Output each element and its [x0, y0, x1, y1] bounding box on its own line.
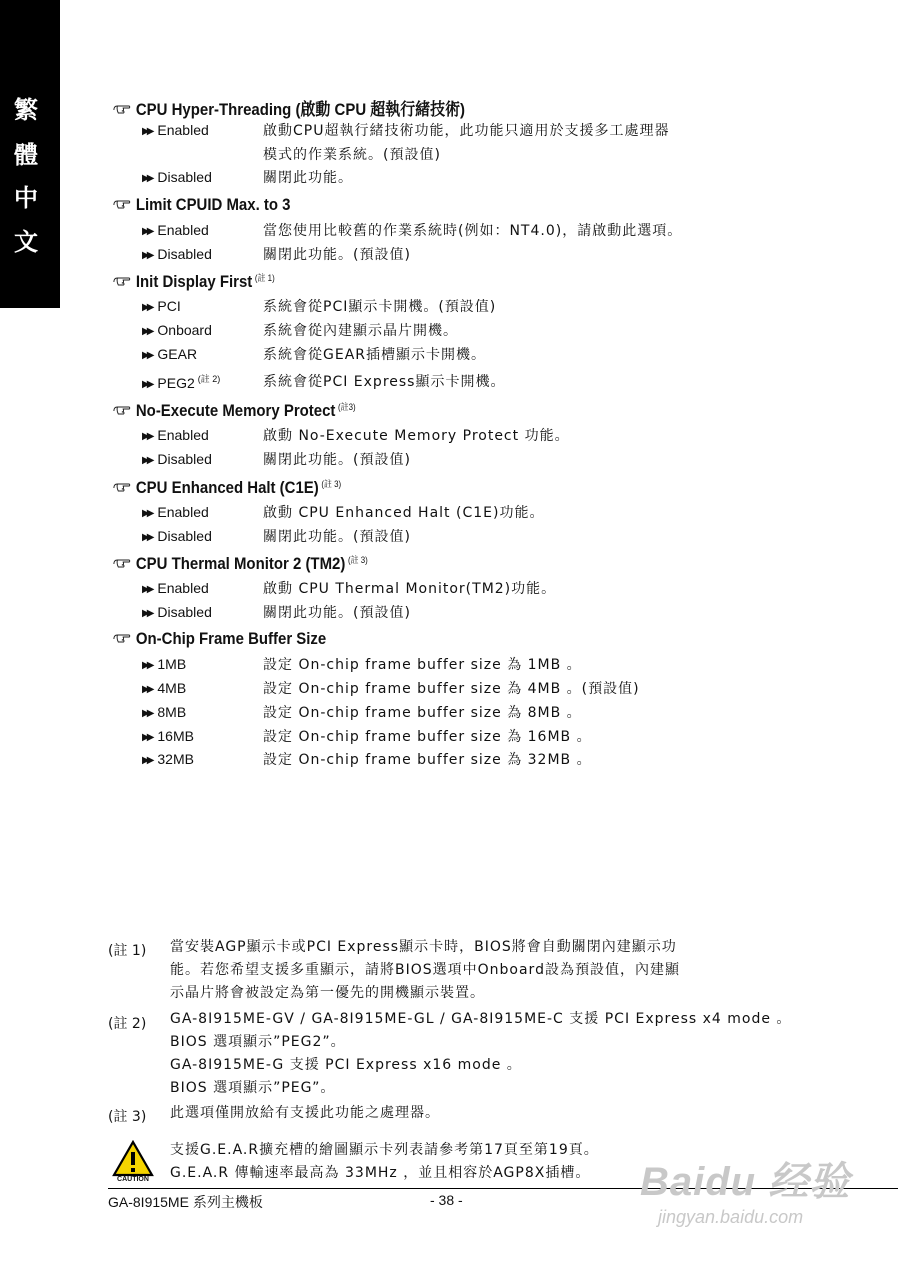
- pointing-hand-icon: [113, 402, 132, 422]
- double-arrow-icon: ▶▶: [142, 732, 152, 743]
- caution-icon-label: CAUTION: [117, 1176, 149, 1183]
- language-side-tab: [0, 0, 60, 308]
- double-arrow-icon: ▶▶: [142, 708, 152, 719]
- option-description: 設定 On-chip frame buffer size 為 8MB 。: [263, 705, 582, 721]
- caution-text: 支援G.E.A.R擴充槽的繪圖顯示卡列表請參考第17頁至第19頁。 G.E.A.R 傳輸速率最高為 33MHz ，並且相容於AGP8X插槽。: [170, 1142, 599, 1181]
- option-label: ▶▶ Enabled: [142, 504, 209, 520]
- option-label: ▶▶ 16MB: [142, 728, 194, 744]
- double-arrow-icon: ▶▶: [142, 455, 152, 466]
- option-description: 設定 On-chip frame buffer size 為 1MB 。: [263, 657, 582, 673]
- option-label: ▶▶ Enabled: [142, 222, 209, 238]
- watermark-brand: Baidu 经验: [640, 1160, 851, 1204]
- footer-model: GA-8I915ME 系列主機板: [108, 1194, 263, 1210]
- double-arrow-icon: ▶▶: [142, 660, 152, 671]
- option-description: 當您使用比較舊的作業系統時(例如：NT4.0)，請啟動此選項。: [263, 223, 683, 239]
- double-arrow-icon: ▶▶: [142, 584, 152, 595]
- pointing-hand-icon: [113, 630, 132, 650]
- footnote-label: (註 3): [108, 1109, 147, 1125]
- footnote-text: 此選項僅開放給有支援此功能之處理器。: [170, 1105, 440, 1121]
- side-tab-char: 中: [14, 183, 38, 212]
- option-label: ▶▶ Disabled: [142, 528, 212, 544]
- pointing-hand-icon: [113, 196, 132, 216]
- pointing-hand-icon: [113, 101, 132, 121]
- section-title: On-Chip Frame Buffer Size: [113, 629, 329, 651]
- option-description: 啟動CPU超執行緒技術功能，此功能只適用於支援多工處理器 模式的作業系統。(預設值): [263, 123, 670, 163]
- option-description: 啟動 CPU Enhanced Halt (C1E)功能。: [263, 505, 545, 521]
- double-arrow-icon: ▶▶: [142, 226, 152, 237]
- option-description: 啟動 CPU Thermal Monitor(TM2)功能。: [263, 581, 557, 597]
- option-description: 關閉此功能。(預設值): [263, 247, 411, 263]
- double-arrow-icon: ▶▶: [142, 684, 152, 695]
- option-description: 關閉此功能。(預設值): [263, 605, 411, 621]
- option-label: ▶▶ 4MB: [142, 680, 187, 696]
- double-arrow-icon: ▶▶: [142, 173, 152, 184]
- option-label: ▶▶ Disabled: [142, 246, 212, 262]
- footnote-text: GA-8I915ME-GV / GA-8I915ME-GL / GA-8I915ME-C 支援 PCI Express x4 mode 。 BIOS 選項顯示”PEG2”。 GA-8I915ME-G 支援 PCI Express x16 mode 。 BIOS 選項顯示”PEG”。: [170, 1011, 792, 1096]
- side-tab-char: 體: [14, 140, 38, 169]
- side-tab-char: 文: [14, 227, 38, 256]
- option-label: ▶▶ 1MB: [142, 656, 187, 672]
- footnote-label: (註 2): [108, 1016, 147, 1032]
- option-label: ▶▶ Disabled: [142, 451, 212, 467]
- double-arrow-icon: ▶▶: [142, 508, 152, 519]
- double-arrow-icon: ▶▶: [142, 379, 152, 390]
- option-description: 設定 On-chip frame buffer size 為 4MB 。(預設值): [263, 681, 640, 697]
- side-tab-char: 繁: [14, 95, 38, 124]
- option-description: 啟動 No-Execute Memory Protect 功能。: [263, 428, 570, 444]
- option-description: 系統會從內建顯示晶片開機。: [263, 323, 458, 339]
- section-title: CPU Hyper-Threading (啟動 CPU 超執行緒技術): [113, 95, 468, 117]
- footnote-text: 當安裝AGP顯示卡或PCI Express顯示卡時，BIOS將會自動關閉內建顯示功 能。若您希望支援多重顯示，請將BIOS選項中Onboard設為預設值，內建顯 示晶片將會被設定為第一優先的開機顯示裝置。: [170, 939, 680, 1001]
- double-arrow-icon: ▶▶: [142, 431, 152, 442]
- option-label: ▶▶ Disabled: [142, 604, 212, 620]
- footnote-label: (註 1): [108, 943, 147, 959]
- section-title: Limit CPUID Max. to 3: [113, 195, 293, 217]
- option-description: 系統會從GEAR插槽顯示卡開機。: [263, 347, 486, 363]
- option-description: 設定 On-chip frame buffer size 為 16MB 。: [263, 729, 592, 745]
- section-title: CPU Thermal Monitor 2 (TM2) $^{(註 3)}$: [113, 553, 368, 575]
- pointing-hand-icon: [113, 273, 132, 293]
- section-title: Init Display First $^{(註 1)}$: [113, 271, 275, 293]
- option-description: 設定 On-chip frame buffer size 為 32MB 。: [263, 752, 592, 768]
- pointing-hand-icon: [113, 555, 132, 575]
- option-label: ▶▶ Onboard: [142, 322, 212, 338]
- double-arrow-icon: ▶▶: [142, 532, 152, 543]
- option-label: ▶▶ Enabled: [142, 427, 209, 443]
- double-arrow-icon: ▶▶: [142, 126, 152, 137]
- option-label: ▶▶ 8MB: [142, 704, 187, 720]
- option-label: ▶▶ PEG2 $^{(註 2)}$: [142, 374, 221, 391]
- double-arrow-icon: ▶▶: [142, 250, 152, 261]
- page-number: - 38 -: [430, 1192, 463, 1208]
- option-label: ▶▶ Enabled: [142, 580, 209, 596]
- section-title: No-Execute Memory Protect $^{(註3)}$: [113, 400, 356, 422]
- option-label: ▶▶ Enabled: [142, 122, 209, 138]
- option-description: 系統會從PCI Express顯示卡開機。: [263, 374, 506, 390]
- double-arrow-icon: ▶▶: [142, 755, 152, 766]
- section-title: CPU Enhanced Halt (C1E) $^{(註 3)}$: [113, 477, 341, 499]
- watermark-url: jingyan.baidu.com: [658, 1207, 804, 1227]
- option-description: 關閉此功能。(預設值): [263, 452, 411, 468]
- option-label: ▶▶ PCI: [142, 298, 181, 314]
- option-label: ▶▶ GEAR: [142, 346, 198, 362]
- option-description: 關閉此功能。: [263, 170, 353, 186]
- double-arrow-icon: ▶▶: [142, 326, 152, 337]
- option-label: ▶▶ 32MB: [142, 751, 194, 767]
- double-arrow-icon: ▶▶: [142, 302, 152, 313]
- option-description: 關閉此功能。(預設值): [263, 529, 411, 545]
- double-arrow-icon: ▶▶: [142, 350, 152, 361]
- caution-icon: [111, 1140, 155, 1186]
- option-description: 系統會從PCI顯示卡開機。(預設值): [263, 299, 497, 315]
- watermark: [640, 1150, 890, 1250]
- pointing-hand-icon: [113, 479, 132, 499]
- double-arrow-icon: ▶▶: [142, 608, 152, 619]
- option-label: ▶▶ Disabled: [142, 169, 212, 185]
